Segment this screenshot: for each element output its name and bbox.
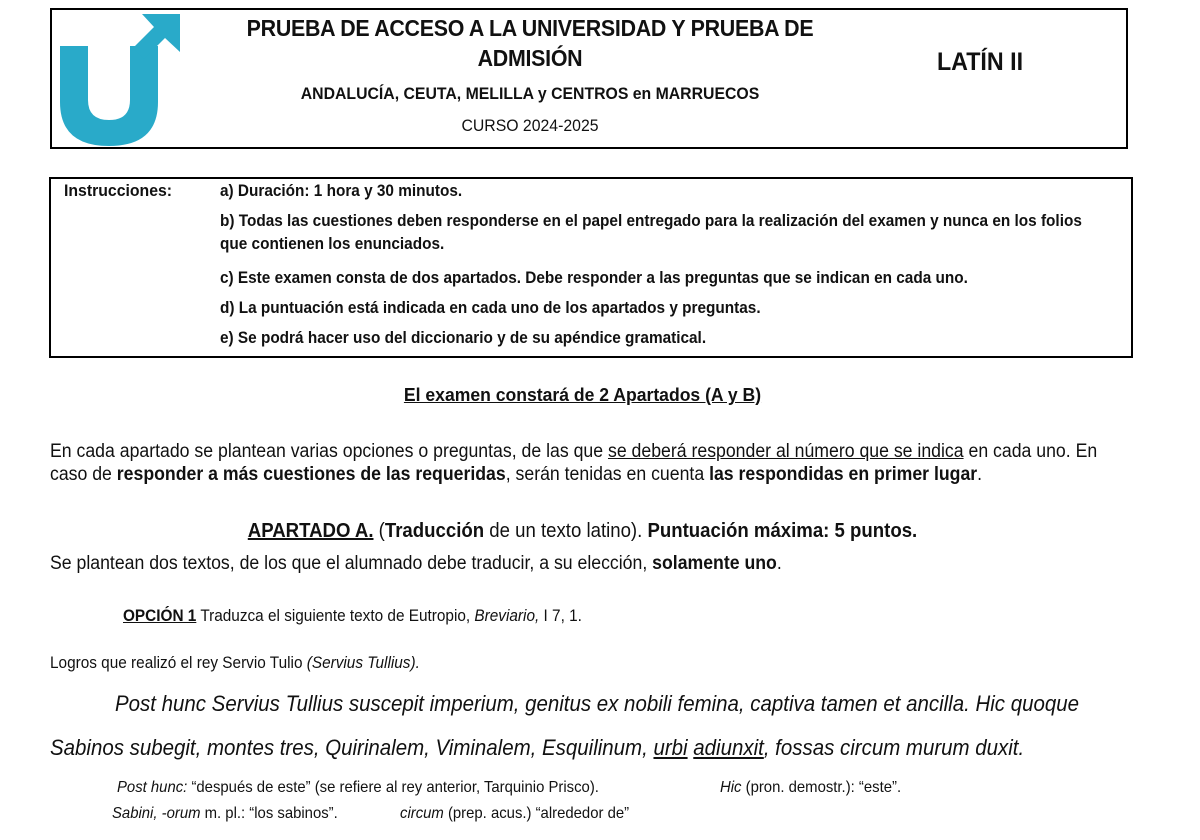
latin-text-line-2 xyxy=(50,735,1024,761)
section-a-translation-rest: de un texto latino). xyxy=(484,520,648,542)
gloss-term: Hic xyxy=(720,779,742,796)
instruction-item: d) La puntuación está indicada en cada uno de los apartados y preguntas. xyxy=(220,299,761,317)
section-a-intro xyxy=(50,553,782,575)
latin-text-line-1: Post hunc Servius Tullius suscepit imperium, genitus ex nobili femina, captiva tamen et ancilla. Hic quoque xyxy=(115,691,1079,716)
general-note-paragraph xyxy=(50,440,1101,486)
section-a-title: APARTADO A. xyxy=(247,520,374,542)
section-a-intro-end: . xyxy=(776,553,782,574)
gloss-entry xyxy=(117,779,599,797)
latin-underlined-word: adiunxit xyxy=(693,735,764,760)
option-1-work: Breviario, xyxy=(474,607,540,625)
gloss-definition: (pron. demostr.): “este”. xyxy=(741,779,902,796)
gloss-term: Post hunc: xyxy=(117,779,188,796)
exam-title-line-1: PRUEBA DE ACCESO A LA UNIVERSIDAD Y PRUEBA DE xyxy=(246,15,814,41)
latin-underlined-word: urbi xyxy=(653,735,688,760)
exam-structure-heading: El examen constará de 2 Apartados (A y B) xyxy=(403,384,762,405)
section-a-intro-text: Se plantean dos textos, de los que el alumnado debe traducir, a su elección, xyxy=(50,553,653,574)
text-context xyxy=(50,654,420,673)
gloss-definition: (prep. acus.) “alrededor de” xyxy=(443,805,630,822)
exam-course: CURSO 2024-2025 xyxy=(461,116,599,135)
gloss-definition: “después de este” (se refiere al rey anterior, Tarquinio Prisco). xyxy=(187,779,599,796)
gloss-term: circum xyxy=(400,805,444,822)
instruction-item: e) Se podrá hacer uso del diccionario y de su apéndice gramatical. xyxy=(220,329,707,347)
section-a-translation: Traducción xyxy=(384,520,485,542)
note-underlined-text: se deberá responder al número que se indica xyxy=(607,441,964,462)
option-1-ref: I 7, 1. xyxy=(539,607,582,625)
gloss-entry xyxy=(400,805,629,823)
instruction-item: a) Duración: 1 hora y 30 minutos. xyxy=(220,182,463,200)
option-1-text: Traduzca el siguiente texto de Eutropio, xyxy=(196,607,475,625)
option-1-label: OPCIÓN 1 xyxy=(123,607,197,625)
section-a-score: Puntuación máxima: 5 puntos. xyxy=(647,520,918,542)
exam-region: ANDALUCÍA, CEUTA, MELILLA y CENTROS en MARRUECOS xyxy=(300,84,760,103)
note-bold-text: las respondidas en primer lugar xyxy=(709,464,978,485)
note-bold-text: responder a más cuestiones de las requeridas xyxy=(116,464,506,485)
university-logo xyxy=(56,12,186,146)
note-text: En cada apartado se plantean varias opciones o preguntas, de las que xyxy=(50,441,608,462)
exam-title-line-2: ADMISIÓN xyxy=(477,45,583,71)
latin-text-segment: Sabinos subegit, montes tres, Quirinalem, Viminalem, Esquilinum, xyxy=(50,735,654,760)
section-a-paren: ( xyxy=(373,520,385,542)
section-a-heading-line xyxy=(41,520,1124,543)
instruction-item: b) Todas las cuestiones deben responderse en el papel entregado para la realización del examen y nunca en los folios que contienen los enunciados. xyxy=(220,212,1082,253)
gloss-entry xyxy=(112,805,338,823)
context-text: Logros que realizó el rey Servio Tulio xyxy=(50,654,307,672)
latin-text-segment: , fossas circum murum duxit. xyxy=(763,735,1025,760)
logo-u-shape xyxy=(60,46,158,146)
instructions-label: Instrucciones: xyxy=(64,181,173,200)
exam-subject: LATÍN II xyxy=(936,48,1024,76)
gloss-term: Sabini, -orum xyxy=(112,805,201,822)
option-1-line xyxy=(123,607,582,626)
gloss-entry xyxy=(720,779,901,797)
section-a-intro-bold: solamente uno xyxy=(652,553,777,574)
context-italic: (Servius Tullius). xyxy=(306,654,420,672)
gloss-definition: m. pl.: “los sabinos”. xyxy=(200,805,338,822)
note-text: en cada uno. En caso de xyxy=(50,441,1098,485)
note-text: . xyxy=(977,464,983,485)
instruction-item: c) Este examen consta de dos apartados. Debe responder a las preguntas que se indican en cada uno. xyxy=(220,269,968,287)
note-text: , serán tenidas en cuenta xyxy=(505,464,710,485)
